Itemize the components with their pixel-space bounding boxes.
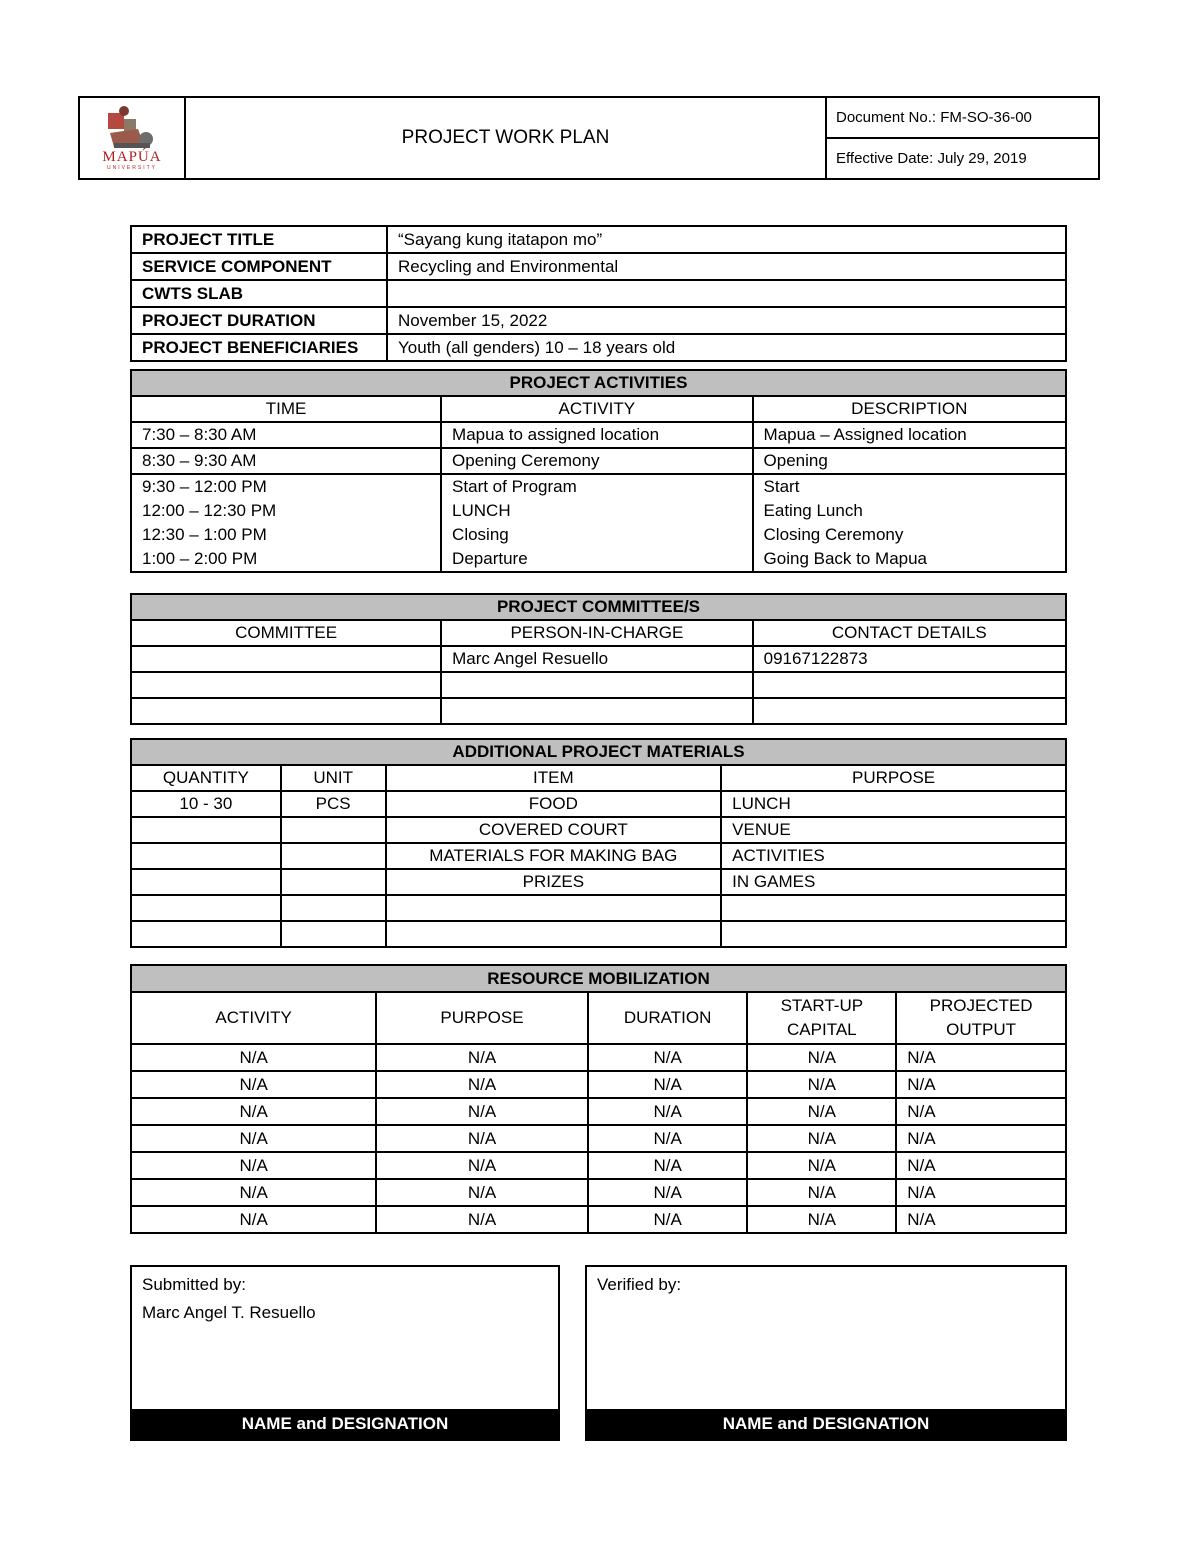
contact-details xyxy=(753,698,1066,724)
resource-output: N/A xyxy=(896,1206,1066,1233)
material-unit: PCS xyxy=(281,791,386,817)
info-row xyxy=(131,334,1066,361)
resource-duration: N/A xyxy=(588,1044,748,1071)
resource-duration: N/A xyxy=(588,1206,748,1233)
contact-details xyxy=(753,672,1066,698)
table-row xyxy=(131,895,1066,921)
material-quantity: 10 - 30 xyxy=(131,791,281,817)
resource-activity: N/A xyxy=(131,1071,376,1098)
resource-activity: N/A xyxy=(131,1044,376,1071)
table-row xyxy=(131,448,1066,474)
resource-duration: N/A xyxy=(588,1071,748,1098)
activity-description: Going Back to Mapua xyxy=(753,547,1066,572)
activity-description: Opening xyxy=(753,448,1066,474)
table-row xyxy=(131,1071,1066,1098)
table-row xyxy=(131,817,1066,843)
material-item xyxy=(386,895,722,921)
resource-output: N/A xyxy=(896,1125,1066,1152)
resource-purpose: N/A xyxy=(376,1044,587,1071)
material-item: PRIZES xyxy=(386,869,722,895)
info-label: PROJECT TITLE xyxy=(131,226,387,253)
activity-time: 12:00 – 12:30 PM xyxy=(131,499,441,523)
material-quantity xyxy=(131,817,281,843)
contact-details: 09167122873 xyxy=(753,646,1066,672)
activity-description: Start xyxy=(753,474,1066,499)
material-unit xyxy=(281,843,386,869)
table-row xyxy=(131,1098,1066,1125)
info-label: CWTS SLAB xyxy=(131,280,387,307)
column-header: ITEM xyxy=(386,765,722,791)
info-label: SERVICE COMPONENT xyxy=(131,253,387,280)
project-info-table xyxy=(130,225,1067,362)
table-row xyxy=(131,646,1066,672)
table-row xyxy=(131,499,1066,523)
section-title: ADDITIONAL PROJECT MATERIALS xyxy=(131,739,1066,765)
material-unit xyxy=(281,817,386,843)
activity-name: Start of Program xyxy=(441,474,752,499)
info-row xyxy=(131,226,1066,253)
column-header: UNIT xyxy=(281,765,386,791)
resource-purpose: N/A xyxy=(376,1125,587,1152)
resource-activity: N/A xyxy=(131,1152,376,1179)
name-designation-bar: NAME and DESIGNATION xyxy=(587,1409,1065,1439)
resource-duration: N/A xyxy=(588,1179,748,1206)
mapua-logo xyxy=(80,99,184,177)
resource-capital: N/A xyxy=(747,1206,896,1233)
table-row xyxy=(131,791,1066,817)
logo-text: MAPÚA xyxy=(102,149,162,165)
project-materials-table xyxy=(130,738,1067,948)
column-header: START-UP CAPITAL xyxy=(747,992,896,1044)
column-header: PROJECTED OUTPUT xyxy=(896,992,1066,1044)
resource-duration: N/A xyxy=(588,1152,748,1179)
table-row xyxy=(131,672,1066,698)
info-value xyxy=(387,280,1066,307)
column-header: QUANTITY xyxy=(131,765,281,791)
submitted-by-name: Marc Angel T. Resuello xyxy=(142,1303,316,1322)
table-row xyxy=(131,1125,1066,1152)
submitted-by-label: Submitted by: xyxy=(142,1275,246,1294)
material-unit xyxy=(281,869,386,895)
logo-subtext: UNIVERSITY xyxy=(106,165,157,171)
resource-output: N/A xyxy=(896,1098,1066,1125)
activity-name: LUNCH xyxy=(441,499,752,523)
resource-activity: N/A xyxy=(131,1179,376,1206)
resource-capital: N/A xyxy=(747,1098,896,1125)
info-value: Youth (all genders) 10 – 18 years old xyxy=(387,334,1066,361)
table-row xyxy=(131,921,1066,947)
person-in-charge xyxy=(441,698,752,724)
table-row xyxy=(131,422,1066,448)
table-row xyxy=(131,474,1066,499)
resource-output: N/A xyxy=(896,1179,1066,1206)
info-label: PROJECT BENEFICIARIES xyxy=(131,334,387,361)
column-header: TIME xyxy=(131,396,441,422)
person-in-charge xyxy=(441,672,752,698)
info-value: November 15, 2022 xyxy=(387,307,1066,334)
table-row xyxy=(131,698,1066,724)
resource-capital: N/A xyxy=(747,1152,896,1179)
material-quantity xyxy=(131,843,281,869)
table-row xyxy=(131,869,1066,895)
material-purpose xyxy=(721,895,1066,921)
info-value: Recycling and Environmental xyxy=(387,253,1066,280)
table-row xyxy=(131,1152,1066,1179)
table-row xyxy=(131,547,1066,572)
resource-activity: N/A xyxy=(131,1098,376,1125)
activity-description: Mapua – Assigned location xyxy=(753,422,1066,448)
info-value: “Sayang kung itatapon mo” xyxy=(387,226,1066,253)
name-designation-bar: NAME and DESIGNATION xyxy=(132,1409,558,1439)
section-title: RESOURCE MOBILIZATION xyxy=(131,965,1066,992)
column-header: COMMITTEE xyxy=(131,620,441,646)
column-header: DURATION xyxy=(588,992,748,1044)
material-quantity xyxy=(131,921,281,947)
column-header: ACTIVITY xyxy=(441,396,752,422)
resource-capital: N/A xyxy=(747,1044,896,1071)
resource-output: N/A xyxy=(896,1044,1066,1071)
material-unit xyxy=(281,895,386,921)
material-quantity xyxy=(131,895,281,921)
table-row xyxy=(131,523,1066,547)
material-unit xyxy=(281,921,386,947)
activity-time: 7:30 – 8:30 AM xyxy=(131,422,441,448)
resource-duration: N/A xyxy=(588,1125,748,1152)
committee-name xyxy=(131,646,441,672)
material-item xyxy=(386,921,722,947)
resource-purpose: N/A xyxy=(376,1179,587,1206)
resource-purpose: N/A xyxy=(376,1071,587,1098)
committee-name xyxy=(131,672,441,698)
activity-name: Opening Ceremony xyxy=(441,448,752,474)
resource-duration: N/A xyxy=(588,1098,748,1125)
verified-by-box xyxy=(585,1265,1067,1441)
project-committee-table xyxy=(130,593,1067,725)
info-label: PROJECT DURATION xyxy=(131,307,387,334)
resource-purpose: N/A xyxy=(376,1206,587,1233)
person-in-charge: Marc Angel Resuello xyxy=(441,646,752,672)
activity-time: 9:30 – 12:00 PM xyxy=(131,474,441,499)
info-row xyxy=(131,280,1066,307)
resource-capital: N/A xyxy=(747,1125,896,1152)
activity-name: Mapua to assigned location xyxy=(441,422,752,448)
submitted-by-box xyxy=(130,1265,560,1441)
resource-output: N/A xyxy=(896,1152,1066,1179)
resource-activity: N/A xyxy=(131,1125,376,1152)
material-purpose xyxy=(721,921,1066,947)
column-header: DESCRIPTION xyxy=(753,396,1066,422)
resource-mobilization-table xyxy=(130,964,1067,1234)
project-activities-table xyxy=(130,369,1067,573)
table-row xyxy=(131,1179,1066,1206)
resource-output: N/A xyxy=(896,1071,1066,1098)
material-purpose: LUNCH xyxy=(721,791,1066,817)
document-header xyxy=(78,96,1100,180)
committee-name xyxy=(131,698,441,724)
section-title: PROJECT ACTIVITIES xyxy=(131,370,1066,396)
material-purpose: IN GAMES xyxy=(721,869,1066,895)
activity-description: Closing Ceremony xyxy=(753,523,1066,547)
table-row xyxy=(131,843,1066,869)
resource-activity: N/A xyxy=(131,1206,376,1233)
activity-description: Eating Lunch xyxy=(753,499,1066,523)
activity-time: 1:00 – 2:00 PM xyxy=(131,547,441,572)
activity-name: Departure xyxy=(441,547,752,572)
column-header: PURPOSE xyxy=(721,765,1066,791)
material-item: COVERED COURT xyxy=(386,817,722,843)
column-header: PURPOSE xyxy=(376,992,587,1044)
column-header: PERSON-IN-CHARGE xyxy=(441,620,752,646)
logo-cell xyxy=(79,97,185,179)
info-row xyxy=(131,307,1066,334)
material-item: FOOD xyxy=(386,791,722,817)
table-row xyxy=(131,1044,1066,1071)
activity-time: 12:30 – 1:00 PM xyxy=(131,523,441,547)
section-title: PROJECT COMMITTEE/S xyxy=(131,594,1066,620)
effective-date: Effective Date: July 29, 2019 xyxy=(826,138,1099,179)
page-title: PROJECT WORK PLAN xyxy=(185,97,826,179)
resource-purpose: N/A xyxy=(376,1152,587,1179)
resource-capital: N/A xyxy=(747,1071,896,1098)
material-quantity xyxy=(131,869,281,895)
resource-capital: N/A xyxy=(747,1179,896,1206)
resource-purpose: N/A xyxy=(376,1098,587,1125)
verified-by-label: Verified by: xyxy=(597,1275,682,1294)
column-header: ACTIVITY xyxy=(131,992,376,1044)
column-header: CONTACT DETAILS xyxy=(753,620,1066,646)
document-number: Document No.: FM-SO-36-00 xyxy=(826,97,1099,138)
material-purpose: VENUE xyxy=(721,817,1066,843)
activity-time: 8:30 – 9:30 AM xyxy=(131,448,441,474)
table-row xyxy=(131,1206,1066,1233)
material-item: MATERIALS FOR MAKING BAG xyxy=(386,843,722,869)
activity-name: Closing xyxy=(441,523,752,547)
info-row xyxy=(131,253,1066,280)
material-purpose: ACTIVITIES xyxy=(721,843,1066,869)
